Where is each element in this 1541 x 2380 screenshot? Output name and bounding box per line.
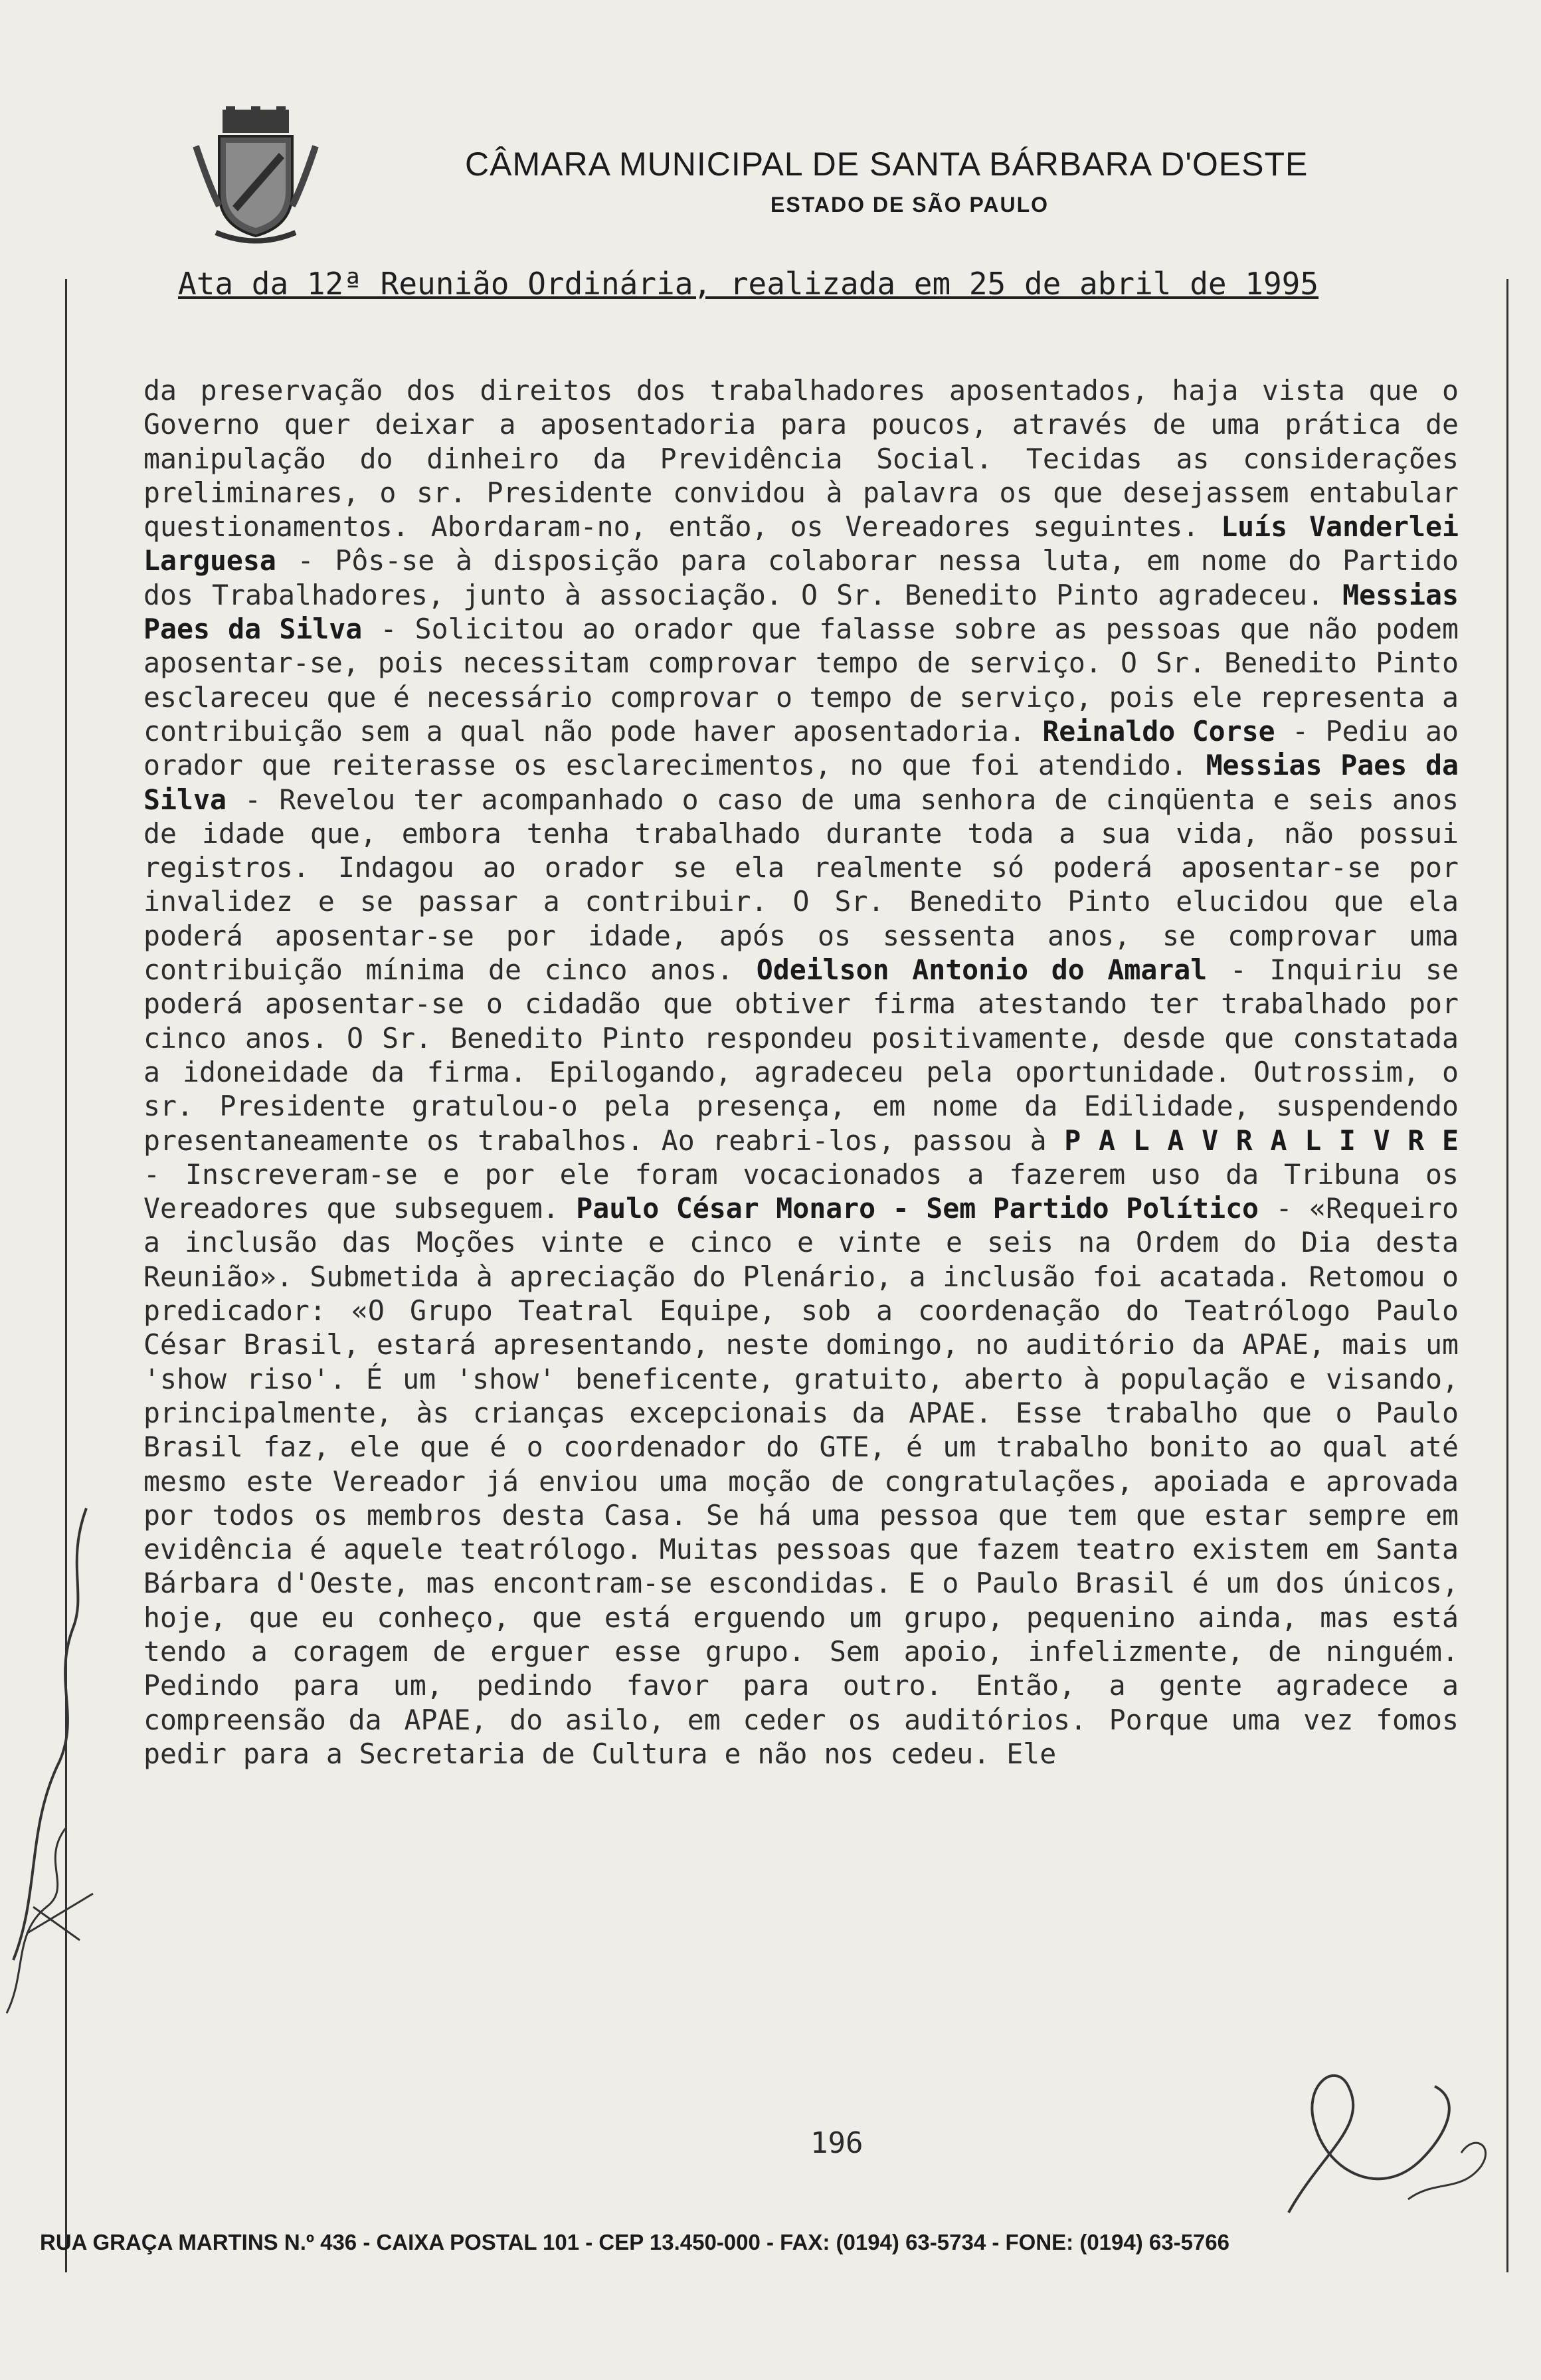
minutes-text-segment: da preservação dos direitos dos trabalhadores aposentados, haja vista que o Governo quer deixar a aposentadoria para poucos, através de uma prática de manipulação do dinheiro da Previdência Social. Tecidas as considerações preliminares, o sr. Presidente convidou à palavra os que desejassem entabular questionamentos. Abordaram-no, então, os Vereadores seguintes. bbox=[143, 374, 1459, 544]
page-number: 196 bbox=[810, 2126, 863, 2160]
speaker-name: Luís Vanderlei Larguesa bbox=[143, 510, 1459, 577]
minutes-text-segment: - Solicitou ao orador que falasse sobre as pessoas que não podem aposentar-se, pois necessitam comprovar tempo de serviço. O Sr. Benedito Pinto esclareceu que é necessário comprovar o tempo de serviço, pois ele representa a contribuição sem a qual não pode haver aposentadoria. bbox=[143, 613, 1459, 747]
minutes-text-segment: - «Requeiro a inclusão das Moções vinte e cinco e vinte e seis na Ordem do Dia desta Reunião». Submetida à apreciação do Plenário, a inclusão foi acatada. Retomou o predicador: «O Grupo Teatral Equipe, sob a coordenação do Teatrólogo Paulo César Brasil, estará apresentando, neste domingo, no auditório da APAE, mais um 'show riso'. É um 'show' beneficente, gratuito, aberto à população e visando, principalmente, às crianças excepcionais da APAE. Esse trabalho que o Paulo Brasil faz, ele que é o coordenador do GTE, é um trabalho bonito ao qual até mesmo este Vereador já enviou uma moção de congratulações, apoiada e aprovada por todos os membros desta Casa. Se há uma pessoa que tem que estar sempre em evidência é aquele teatrólogo. Muitas pessoas que fazem teatro existem em Santa Bárbara d'Oeste, mas encontram-se escondidas. E o Paulo Brasil é um dos únicos, hoje, que eu conheço, que está erguendo um grupo, pequenino ainda, mas está tendo a coragem de erguer esse grupo. Sem apoio, infelizmente, de ninguém. Pedindo para um, pedindo favor para outro. Então, a gente agradece a compreensão da APAE, do asilo, em ceder os auditórios. Porque uma vez fomos pedir para a Secretaria de Cultura e não nos cedeu. Ele bbox=[143, 1192, 1459, 1770]
speaker-name: Messias Paes da Silva bbox=[143, 578, 1459, 646]
coat-of-arms-icon bbox=[193, 106, 319, 252]
session-title: Ata da 12ª Reunião Ordinária, realizada em 25 de abril de 1995 bbox=[178, 266, 1319, 302]
institution-name: CÂMARA MUNICIPAL DE SANTA BÁRBARA D'OESTE bbox=[465, 146, 1309, 183]
minutes-text-segment: - Inquiriu se poderá aposentar-se o cidadão que obtiver firma atestando ter trabalhado por cinco anos. O Sr. Benedito Pinto respondeu positivamente, desde que constatada a idoneidade da firma. Epilogando, agradeceu pela oportunidade. Outrossim, o sr. Presidente gratulou-o pela presença, em nome da Edilidade, suspendendo presentaneamente os trabalhos. Ao reabri-los, passou à bbox=[143, 953, 1459, 1157]
right-margin-rule bbox=[1506, 279, 1508, 2272]
minutes-body-text bbox=[143, 373, 1459, 1771]
speaker-name: P A L A V R A L I V R E bbox=[1064, 1124, 1459, 1157]
state-name: ESTADO DE SÃO PAULO bbox=[770, 193, 1049, 217]
minutes-text-segment: - Inscreveram-se e por ele foram vocacionados a fazerem uso da Tribuna os Vereadores que subseguem. bbox=[143, 1157, 1459, 1225]
speaker-name: Paulo César Monaro - Sem Partido Político bbox=[576, 1192, 1259, 1225]
margin-signature-icon bbox=[0, 1429, 106, 2027]
speaker-name: Reinaldo Corse bbox=[1042, 714, 1275, 747]
speaker-name: Messias Paes da Silva bbox=[143, 749, 1459, 816]
footer-address: RUA GRAÇA MARTINS N.º 436 - CAIXA POSTAL 101 - CEP 13.450-000 - FAX: (0194) 63-5734 - FONE: (0194) 63-5766 bbox=[40, 2230, 1229, 2254]
minutes-text-segment: - Revelou ter acompanhado o caso de uma senhora de cinqüenta e seis anos de idade que, embora tenha trabalhado durante toda a sua vida, não possui registros. Indagou ao orador se ela realmente só poderá aposentar-se por invalidez e se passar a contribuir. O Sr. Benedito Pinto elucidou que ela poderá aposentar-se por idade, após os sessenta anos, se comprovar uma contribuição mínima de cinco anos. bbox=[143, 783, 1459, 987]
footer-signature-icon bbox=[1262, 2046, 1501, 2246]
minutes-text-segment: - Pôs-se à disposição para colaborar nessa luta, em nome do Partido dos Trabalhadores, junto à associação. O Sr. Benedito Pinto agradeceu. bbox=[143, 544, 1459, 611]
speaker-name: Odeilson Antonio do Amaral bbox=[756, 953, 1208, 987]
minutes-text-segment: - Pediu ao orador que reiterasse os esclarecimentos, no que foi atendido. bbox=[143, 714, 1459, 782]
